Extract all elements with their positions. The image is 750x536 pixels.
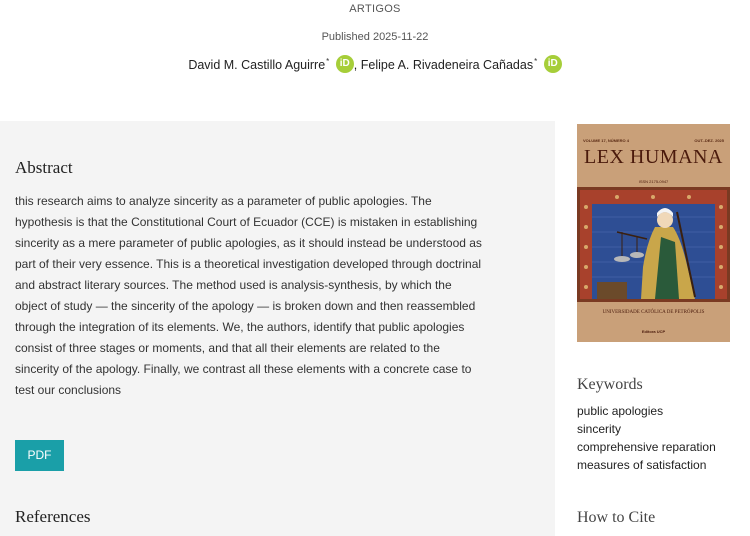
cover-university: UNIVERSIDADE CATÓLICA DE PETRÓPOLIS [602,310,705,315]
cover-volume: VOLUME 17, NÚMERO 4 [583,138,630,143]
references-heading: References [15,507,91,526]
keyword-item: sincerity [577,422,622,436]
pdf-download-button[interactable]: PDF [15,440,64,471]
author-list [0,57,750,73]
abstract-heading: Abstract [15,158,73,177]
article-header [0,0,750,120]
keyword-item: measures of satisfaction [577,458,707,472]
cover-journal-title: LEX HUMANA [584,146,723,168]
cover-date: OUT.-DEZ. 2025 [694,138,724,143]
cover-illustration [577,187,730,302]
cover-publisher: Editora UCP [641,329,666,334]
how-to-cite-heading: How to Cite [577,509,656,526]
keyword-item: public apologies [577,404,664,418]
keywords-heading: Keywords [577,376,643,393]
author-separator: , [353,58,358,73]
author-name: David M. Castillo Aguirre [188,58,326,73]
orcid-icon[interactable]: iD [544,55,562,73]
published-date: Published 2025-11-22 [321,31,429,43]
orcid-icon[interactable]: iD [336,55,354,73]
author-name: Felipe A. Rivadeneira Cañadas [360,58,534,73]
author-marker: * [326,57,330,66]
journal-cover-image[interactable] [577,124,730,342]
article-main [0,121,555,536]
keyword-item: comprehensive reparation [577,440,716,454]
cover-issn: ISSN 2175-0947 [638,179,669,184]
abstract-text: this research aims to analyze sincerity as a parameter of public apologies. The hypothesis is that the Constitutional Court of Ecuador (CCE) is mistaken in establishing sincerity as a mere parameter of public apologies, as it should instead be understood as part of their very essence. This is a theoretical investigation developed through doctrinal and abstract literary sources. The method used is analysis-synthesis, by which the object of study — the sincerity of the apology — is broken down and then reassembled through the integration of its elements. We, the authors, identify that public apologies consist of three stages or moments, and that all their elements are related to the sincerity of the apology. Finally, we contrast all these elements with a concrete case to test our conclusions [15,194,482,397]
keyword-list [577,402,716,474]
author-marker: * [534,57,538,66]
section-label[interactable]: ARTIGOS [349,3,401,15]
